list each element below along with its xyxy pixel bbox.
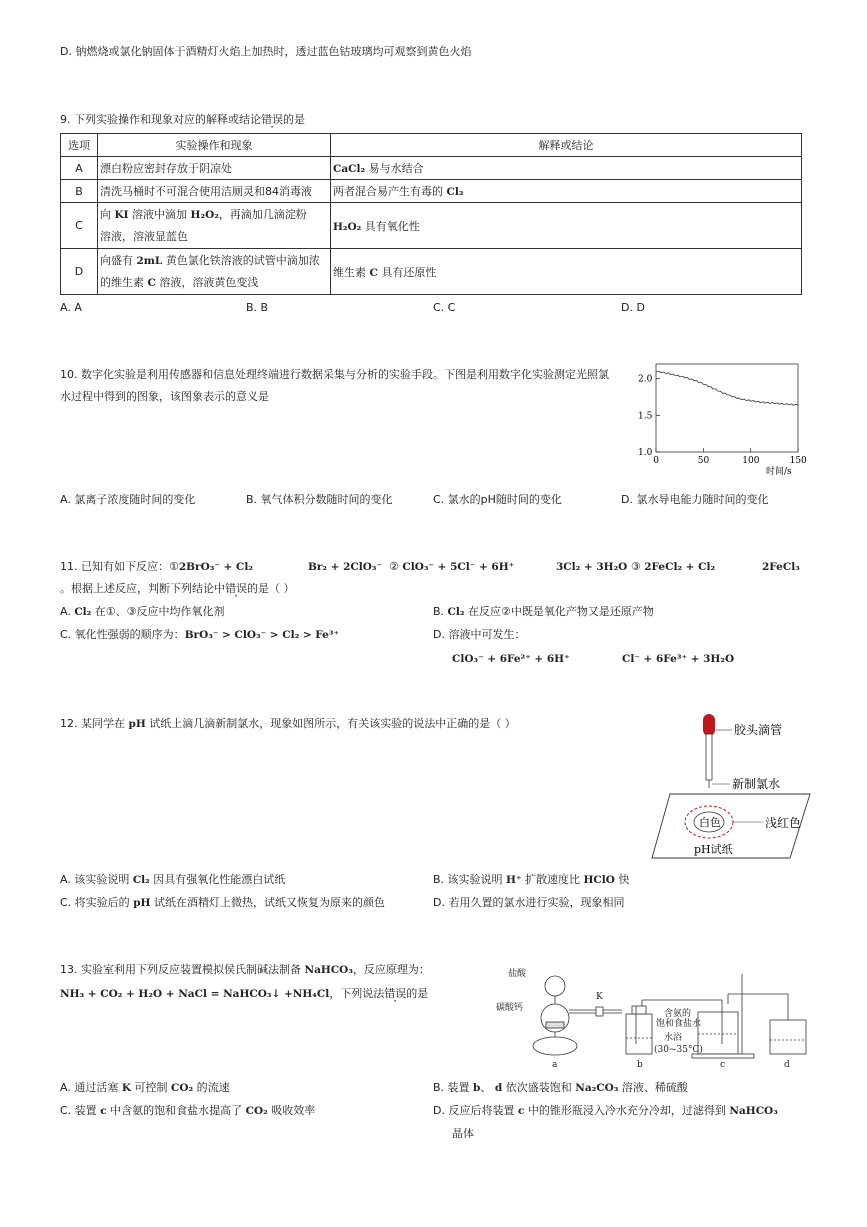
conclusion-text: 维生素 <box>333 265 366 279</box>
q11-stem-line1 <box>60 557 253 577</box>
label-chlorine-water: 新制氯水 <box>732 777 781 791</box>
bottle-b-icon <box>626 1014 652 1054</box>
q12-option-c <box>60 894 385 912</box>
q11-option-d: D. 溶液中可发生： <box>433 628 526 641</box>
formula: H₂O₂ <box>190 209 219 221</box>
label-bath-2: (30~35°C) <box>654 1045 703 1055</box>
conclusion-text: 具有还原性 <box>381 265 437 279</box>
table-row <box>61 203 802 249</box>
row-label: B <box>61 180 98 203</box>
q13-stem-line2 <box>60 984 428 1004</box>
option-text: A. 该实验说明 <box>60 873 130 886</box>
option-text: D. 反应后将装置 <box>433 1104 515 1117</box>
option-text: 快 <box>618 873 630 886</box>
option-text: 因具有强氧化性能漂白试纸 <box>153 873 286 886</box>
q9-stem-tail: 的是 <box>283 113 305 126</box>
row-conclusion <box>331 180 802 203</box>
q11-stem-text: 。根据上述反应，判断下列结论中 <box>60 582 225 595</box>
dropper-bulb-icon <box>703 714 715 736</box>
q13-stem-emphasis: 错误 <box>384 987 407 1000</box>
q8-option-d: D. 钠燃烧或氯化钠固体于酒精灯火焰上加热时，透过蓝色钴玻璃均可观察到黄色火焰 <box>60 45 472 58</box>
option-text: 依次盛装饱和 <box>505 1081 572 1094</box>
op-text: 溶液，溶液显蓝色 <box>100 230 188 243</box>
table-row <box>61 180 802 203</box>
row-conclusion <box>331 249 802 295</box>
reaction-1-right: Br₂ + 2ClO₃⁻ <box>308 561 383 573</box>
op-text: 向 <box>100 208 111 221</box>
q13-stem-text: ，反应原理为： <box>352 963 430 976</box>
option-text: 可控制 <box>134 1081 168 1094</box>
formula: KI <box>114 209 129 221</box>
row-operation <box>98 203 331 249</box>
q9-option-c: C. C <box>433 301 456 314</box>
option-text: 在①、③反应中均作氧化剂 <box>94 605 225 618</box>
label-ph-paper: pH试纸 <box>694 843 733 856</box>
label-bath-1: 水浴 <box>664 1033 683 1043</box>
reaction-equation: NH₃ + CO₂ + H₂O + NaCl = NaHCO₃↓ +NH₄Cl <box>60 988 330 1000</box>
formula: b <box>473 1082 481 1094</box>
q11-stem-emphasis: 错误 <box>225 582 247 595</box>
op-text: ，再滴加几滴淀粉 <box>218 208 307 221</box>
label-caco3: 碳酸钙 <box>496 1003 524 1013</box>
x-tick-label: 50 <box>697 456 710 466</box>
reaction-2-mark: ② <box>389 560 399 573</box>
q11-option-d-right: Cl⁻ + 6Fe³⁺ + 3H₂O <box>622 653 735 665</box>
q12-stem-text: 试纸上滴几滴新制氯水，现象如图所示，有关该实验的说法中正确的是（ ） <box>149 717 516 730</box>
formula: c <box>517 1105 525 1117</box>
row-operation: 清洗马桶时不可混合使用洁厕灵和84消毒液 <box>98 180 331 203</box>
q9-stem-emphasis: 错误 <box>261 113 283 126</box>
option-text: 扩散速度比 <box>525 873 581 886</box>
q12-option-b <box>433 871 629 889</box>
q10-option-d: D. 氯水导电能力随时间的变化 <box>621 493 769 506</box>
q12-stem <box>60 714 516 734</box>
option-text: A. <box>60 605 75 618</box>
q13-stem-line1 <box>60 960 430 980</box>
reaction-3-right: 2FeCl₃ <box>762 561 800 573</box>
q10-stem-line1: 10. 数字化实验是利用传感器和信息处理终端进行数据采集与分析的实验手段。下图是利用数字化实验测定光照氯 <box>60 368 609 381</box>
option-text: 试纸在酒精灯上微热，试纸又恢复为原来的颜色 <box>153 896 385 909</box>
formula: Cl₂ <box>446 186 464 198</box>
op-text: 溶液中滴加 <box>132 208 188 221</box>
formula: CO₂ <box>170 1082 194 1094</box>
conclusion-text: 易与水结合 <box>368 162 424 175</box>
formula: NaHCO₃ <box>304 964 353 976</box>
formula: d <box>494 1082 503 1094</box>
x-tick-label: 100 <box>742 456 760 466</box>
option-text: 、 <box>480 1081 492 1094</box>
q10-option-b: B. 氧气体积分数随时间的变化 <box>246 493 393 506</box>
formula: Na₂CO₃ <box>575 1082 619 1094</box>
header-conclusion: 解释或结论 <box>331 134 802 157</box>
op-text: 向盛有 <box>100 253 133 267</box>
q13-stem-tail: 的是 <box>406 987 429 1000</box>
formula: H⁺ <box>506 874 522 886</box>
reaction-2-left: ClO₃⁻ + 5Cl⁻ + 6H⁺ <box>402 561 515 573</box>
label-b: b <box>637 1060 643 1070</box>
chart-frame <box>656 364 798 452</box>
row-conclusion <box>331 203 802 249</box>
formula: Cl₂ <box>447 606 465 618</box>
chart-xlabel: 时间/s <box>766 467 792 477</box>
conclusion-text: 两者混合易产生有毒的 <box>333 185 443 198</box>
option-text: B. 该实验说明 <box>433 873 503 886</box>
reaction-2-right-3 <box>556 558 715 576</box>
q12-diagram <box>650 708 820 860</box>
q11-stem-tail: 的是（ ） <box>247 582 295 595</box>
beaker-d-icon <box>770 1020 806 1054</box>
formula: BrO₃⁻ > ClO₃⁻ > Cl₂ > Fe³⁺ <box>184 629 339 641</box>
funnel-bulb-icon <box>545 976 565 996</box>
label-valve-k: K <box>596 992 603 1002</box>
conclusion-text: 具有氧化性 <box>364 219 420 233</box>
chart-series-line <box>656 371 798 405</box>
formula: CO₂ <box>245 1105 268 1117</box>
q12-stem-text: 12. 某同学在 <box>60 717 125 730</box>
q12-option-a <box>60 871 285 889</box>
label-hcl: 盐酸 <box>508 969 527 979</box>
q12-option-d: D. 若用久置的氯水进行实验，现象相同 <box>433 896 625 909</box>
option-text: B. <box>433 605 448 618</box>
option-text: C. 将实验后的 <box>60 896 130 909</box>
row-operation: 漂白粉应密封存放于阴凉处 <box>98 157 331 180</box>
q13-option-c <box>60 1102 315 1120</box>
q10-chart <box>636 356 814 482</box>
formula: Cl₂ <box>74 606 92 618</box>
q9-table <box>60 133 802 295</box>
row-label: C <box>61 203 98 249</box>
table-header-row <box>61 134 802 157</box>
q10-stem-line2: 水过程中得到的图象，该图象表示的意义是 <box>60 390 269 403</box>
q9-option-b: B. B <box>246 301 269 314</box>
y-tick-label: 1.5 <box>638 411 653 422</box>
option-text: 在反应②中既是氧化产物又是还原产物 <box>468 605 654 618</box>
x-tick-label: 0 <box>653 456 659 466</box>
q11-option-d-left: ClO₃⁻ + 6Fe²⁺ + 6H⁺ <box>452 653 570 665</box>
row-label: D <box>61 249 98 295</box>
q9-option-d: D. D <box>621 301 645 314</box>
formula: 2mL <box>136 254 163 267</box>
q9-stem <box>60 110 305 130</box>
q13-option-a <box>60 1079 230 1097</box>
q13-stem-text: ，下列说法 <box>329 987 385 1000</box>
formula: HClO <box>583 874 615 886</box>
formula: K <box>121 1082 131 1094</box>
q11-option-a <box>60 603 225 621</box>
label-white: 白色 <box>699 816 721 829</box>
op-text: 溶液，溶液黄色变浅 <box>159 275 259 289</box>
q13-stem-text: 13. 实验室利用下列反应装置模拟侯氏制碱法制备 <box>60 963 301 976</box>
row-conclusion <box>331 157 802 180</box>
q11-stem-text: 11. 已知有如下反应：① <box>60 560 179 573</box>
header-operation: 实验操作和现象 <box>98 134 331 157</box>
label-c: c <box>720 1060 726 1070</box>
op-text: 的维生素 <box>100 275 144 289</box>
option-text: 中含氨的饱和食盐水提高了 <box>110 1104 243 1117</box>
label-a: a <box>552 1060 558 1070</box>
table-row <box>61 157 802 180</box>
option-text: A. 通过活塞 <box>60 1081 119 1094</box>
header-option: 选项 <box>61 134 98 157</box>
table-row <box>61 249 802 295</box>
formula: pH <box>133 897 151 909</box>
formula: C <box>369 266 378 279</box>
label-d: d <box>784 1060 790 1070</box>
label-brine-1: 含氨的 <box>664 1009 692 1019</box>
kipp-base-icon <box>533 1037 577 1055</box>
y-tick-label: 2.0 <box>638 374 653 385</box>
x-tick-label: 150 <box>789 456 807 466</box>
row-label: A <box>61 157 98 180</box>
q13-option-b <box>433 1079 688 1097</box>
reaction-3-mark: ③ <box>630 560 641 573</box>
q11-option-c <box>60 626 339 644</box>
q13-option-d <box>433 1102 778 1120</box>
option-text: 中的锥形瓶浸入冷水充分冷却，过滤得到 <box>527 1104 726 1117</box>
label-pink: 浅红色 <box>765 816 802 830</box>
row-operation <box>98 249 331 295</box>
formula: NaHCO₃ <box>729 1105 778 1117</box>
formula: CaCl₂ <box>333 163 366 175</box>
q11-stem-line2 <box>60 579 295 599</box>
reaction-3-left: 2FeCl₂ + Cl₂ <box>644 561 716 573</box>
q13-option-d-line2: 晶体 <box>452 1127 474 1140</box>
dropper-tube-icon <box>706 734 712 780</box>
water-bath-icon <box>698 1012 738 1054</box>
bottle-b-neck-icon <box>632 1006 646 1014</box>
formula: pH <box>128 718 146 730</box>
y-tick-label: 1.0 <box>638 448 653 458</box>
option-text: C. 装置 <box>60 1104 97 1117</box>
option-text: 吸收效率 <box>271 1104 316 1117</box>
reaction-2 <box>389 558 514 576</box>
valve-k-icon <box>596 1007 603 1016</box>
q9-stem-text: 9. 下列实验操作和现象对应的解释或结论 <box>60 113 261 126</box>
q11-option-b <box>433 603 654 621</box>
label-dropper: 胶头滴管 <box>734 723 783 737</box>
option-text: C. 氧化性强弱的顺序为： <box>60 628 185 641</box>
q9-option-a: A. A <box>60 301 82 314</box>
q10-option-c: C. 氯水的pH随时间的变化 <box>433 493 562 506</box>
option-text: 的流速 <box>196 1081 230 1094</box>
caco3-solid-icon <box>546 1022 564 1028</box>
option-text: 溶液、稀硫酸 <box>621 1081 688 1094</box>
formula: Cl₂ <box>132 874 150 886</box>
formula: c <box>100 1105 107 1117</box>
formula: H₂O₂ <box>333 220 362 233</box>
reaction-1-left: 2BrO₃⁻ + Cl₂ <box>178 561 253 573</box>
reaction-2-right: 3Cl₂ + 3H₂O <box>556 561 628 573</box>
op-text: 黄色氯化铁溶液的试管中滴加浓 <box>165 253 320 267</box>
option-text: B. 装置 <box>433 1081 470 1094</box>
formula: C <box>147 276 156 289</box>
q13-apparatus <box>492 964 814 1070</box>
label-brine-2: 饱和食盐水 <box>656 1019 702 1029</box>
q10-option-a: A. 氯离子浓度随时间的变化 <box>60 493 196 506</box>
